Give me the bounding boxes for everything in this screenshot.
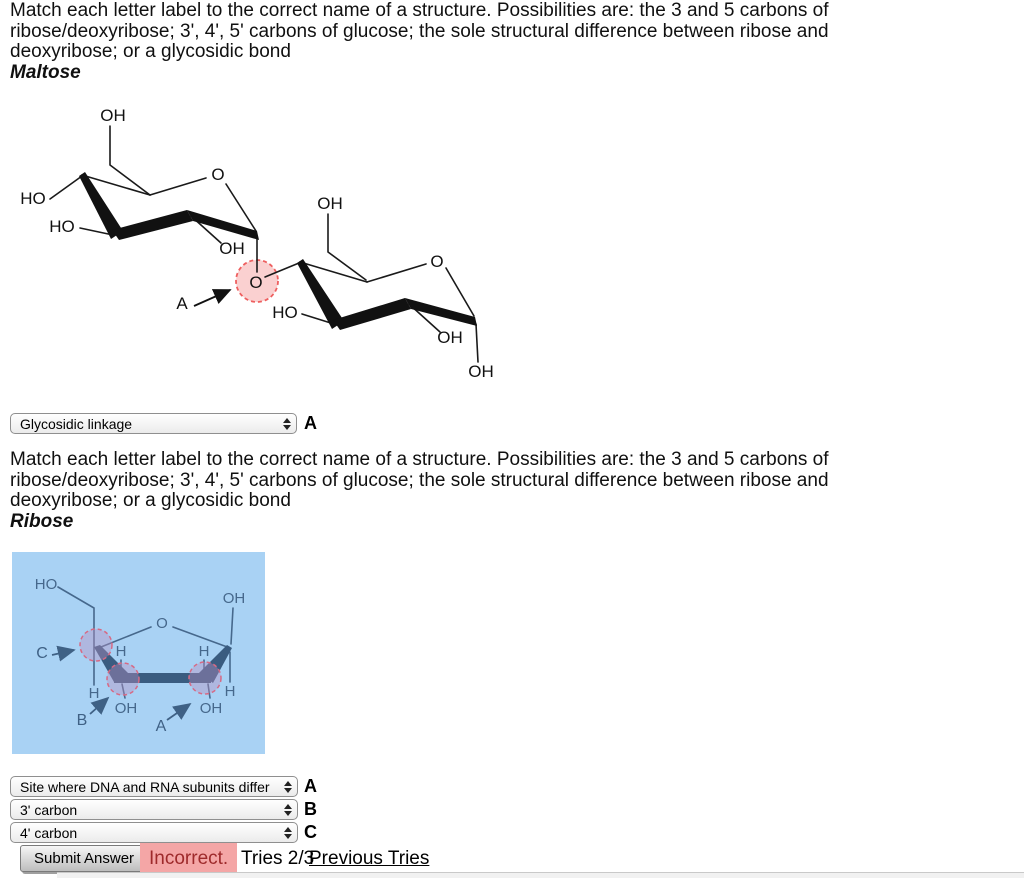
submit-answer-button[interactable]: Submit Answer — [20, 845, 148, 872]
atom-label: HO — [272, 303, 298, 322]
atom-label: H — [224, 683, 236, 700]
match-select-q2-c[interactable] — [10, 822, 298, 843]
question-line: ribose/deoxyribose; 3', 4', 5' carbons of glucose; the sole structural difference between ribose and — [10, 469, 829, 491]
match-select-q2-a[interactable] — [10, 776, 298, 797]
atom-label: OH — [437, 328, 463, 347]
pointer-label-c: C — [36, 645, 48, 662]
atom-label: OH — [222, 590, 246, 607]
bond — [446, 268, 474, 316]
maltose-figure — [0, 100, 520, 405]
match-letter-q2-b: B — [304, 799, 317, 819]
glycosidic-o-label: O — [249, 273, 263, 292]
pointer-label-a: A — [155, 718, 167, 735]
atom-label: OH — [114, 700, 138, 717]
select-value: 3' carbon — [20, 801, 78, 818]
atom-label: O — [156, 615, 168, 632]
question-line: Match each letter label to the correct name of a structure. Possibilities are: the 3 and 5 carbons of — [10, 0, 829, 21]
bond — [231, 608, 233, 644]
bold-bond — [112, 210, 193, 240]
match-select-q1-a[interactable] — [10, 413, 297, 434]
atom-label: HO — [49, 217, 75, 236]
previous-tries-link[interactable]: Previous Tries — [309, 848, 430, 869]
bond — [150, 178, 206, 195]
ribose-structure-diagram — [12, 552, 265, 754]
question-line: deoxyribose; or a glycosidic bond — [10, 490, 291, 511]
pointer-arrow-a — [167, 704, 190, 720]
structure-title-maltose: Maltose — [10, 61, 81, 83]
question-line: Match each letter label to the correct name of a structure. Possibilities are: the 3 and 5 carbons of — [10, 449, 829, 470]
pointer-arrow-c — [52, 650, 74, 655]
select-value: Glycosidic linkage — [20, 415, 133, 432]
maltose-structure-diagram — [0, 100, 520, 400]
c3-highlight — [107, 663, 139, 695]
match-select-q2-b[interactable] — [10, 799, 298, 820]
c4-highlight — [80, 629, 112, 661]
atom-label: OH — [199, 700, 223, 717]
bond — [367, 264, 426, 282]
pointer-label-a: A — [176, 294, 188, 313]
bond — [328, 214, 366, 280]
status-badge-incorrect: Incorrect. — [140, 843, 237, 874]
match-letter-q1-a: A — [304, 413, 317, 433]
ribose-figure — [12, 552, 265, 754]
atom-label: OH — [100, 106, 126, 125]
c2-highlight — [189, 662, 221, 694]
atom-label: H — [115, 643, 127, 660]
question-1-text — [10, 1, 940, 83]
atom-label: OH — [468, 362, 494, 381]
select-spinner-icon — [283, 418, 291, 430]
atom-label: H — [88, 685, 100, 702]
bold-bond — [187, 210, 259, 240]
atom-label: HO — [34, 576, 58, 593]
pointer-label-b: B — [76, 712, 88, 729]
atom-label: O — [430, 252, 444, 271]
atom-label: OH — [317, 194, 343, 213]
atom-label: H — [198, 643, 210, 660]
question-2-text — [10, 450, 940, 532]
question-line: ribose/deoxyribose; 3', 4', 5' carbons of glucose; the sole structural difference between ribose and — [10, 20, 829, 42]
atom-label: O — [211, 165, 225, 184]
section-divider — [57, 872, 1024, 878]
match-letter-q2-a: A — [304, 776, 317, 796]
select-spinner-icon — [284, 827, 292, 839]
question-line: deoxyribose; or a glycosidic bond — [10, 41, 291, 62]
bond — [50, 176, 82, 199]
atom-label: OH — [219, 239, 245, 258]
select-value: 4' carbon — [20, 824, 78, 841]
select-spinner-icon — [284, 804, 292, 816]
tries-counter: Tries 2/3 — [241, 848, 315, 869]
bold-bond — [297, 259, 344, 329]
pointer-arrow-a — [194, 290, 230, 306]
select-spinner-icon — [284, 781, 292, 793]
select-value: Site where DNA and RNA subunits differ — [20, 778, 270, 795]
bond — [476, 324, 478, 362]
bold-bond — [333, 298, 411, 330]
structure-title-ribose: Ribose — [10, 510, 74, 532]
atom-label: HO — [20, 189, 46, 208]
match-letter-q2-c: C — [304, 822, 317, 842]
